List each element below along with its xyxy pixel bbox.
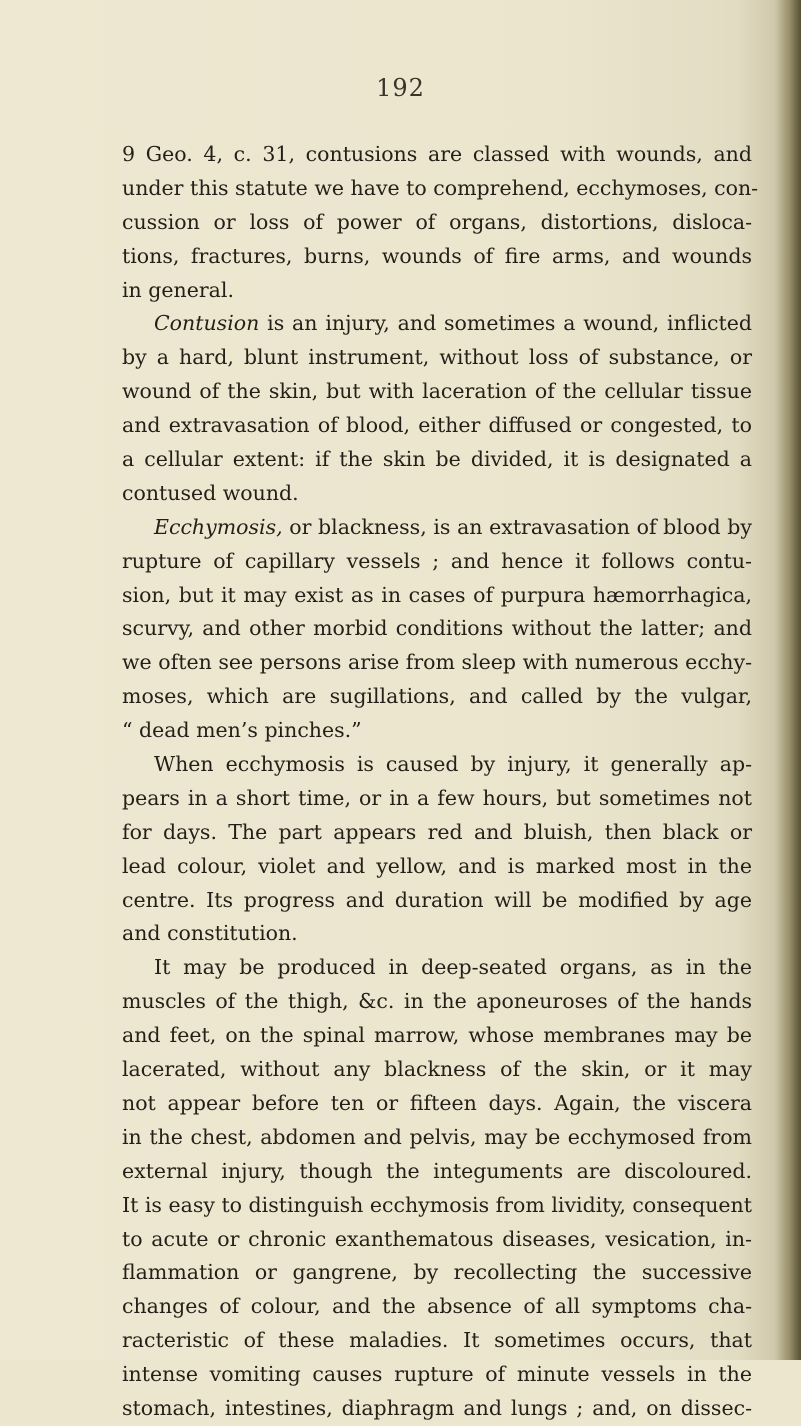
line-text: sion, but it may exist as in cases of purpura hæmorrhagica, bbox=[122, 582, 752, 607]
line-text: flammation or gangrene, by recollecting the successive bbox=[122, 1260, 752, 1285]
line-text: and extravasation of blood, either diffused or congested, to bbox=[122, 413, 752, 438]
text-line bbox=[122, 985, 752, 1019]
text-line bbox=[122, 240, 752, 274]
line-text: rupture of capillary vessels ; and hence it follows contu- bbox=[122, 548, 752, 573]
text-line bbox=[122, 816, 752, 850]
text-line bbox=[122, 409, 752, 443]
text-line bbox=[122, 1087, 752, 1121]
line-text: When ecchymosis is caused by injury, it generally ap- bbox=[154, 752, 752, 777]
line-text: racteristic of these maladies. It sometimes occurs, that bbox=[122, 1328, 752, 1353]
text-line bbox=[122, 545, 752, 579]
text-line bbox=[122, 917, 752, 951]
line-text: changes of colour, and the absence of all symptoms cha- bbox=[122, 1294, 752, 1319]
italic-term: Ecchymosis, bbox=[154, 514, 283, 539]
line-text: centre. Its progress and duration will be modified by age bbox=[122, 887, 752, 912]
text-line bbox=[122, 680, 752, 714]
line-text: is an injury, and sometimes a wound, inflicted bbox=[259, 311, 752, 336]
line-text: and feet, on the spinal marrow, whose membranes may be bbox=[122, 1023, 752, 1048]
line-text: by a hard, blunt instrument, without loss of substance, or bbox=[122, 345, 752, 370]
line-text: intense vomiting causes rupture of minute vessels in the bbox=[122, 1362, 752, 1387]
text-line bbox=[122, 1053, 752, 1087]
page-edge-shadow bbox=[775, 0, 801, 1360]
line-text: in the chest, abdomen and pelvis, may be ecchymosed from bbox=[122, 1124, 752, 1149]
line-text: pears in a short time, or in a few hours, but sometimes not bbox=[122, 785, 752, 810]
text-line bbox=[122, 1121, 752, 1155]
text-line bbox=[122, 884, 752, 918]
text-line bbox=[122, 1290, 752, 1324]
line-text: 9 Geo. 4, c. 31, contusions are classed with wounds, and bbox=[122, 142, 752, 166]
text-line bbox=[122, 341, 752, 375]
text-line bbox=[122, 1189, 752, 1223]
text-line bbox=[122, 206, 752, 240]
text-line bbox=[122, 1256, 752, 1290]
line-text: moses, which are sugillations, and called by the vulgar, bbox=[122, 684, 752, 709]
text-line bbox=[122, 951, 752, 985]
text-line bbox=[122, 274, 752, 308]
text-line bbox=[122, 375, 752, 409]
line-text: a cellular extent: if the skin be divided, it is designated a bbox=[122, 447, 752, 472]
text-line bbox=[122, 579, 752, 613]
line-text: cussion or loss of power of organs, distortions, disloca- bbox=[122, 209, 752, 234]
text-line bbox=[122, 1155, 752, 1189]
line-text: not appear before ten or fifteen days. Again, the viscera bbox=[122, 1090, 752, 1115]
text-line bbox=[122, 1324, 752, 1358]
line-text: to acute or chronic exanthematous diseases, vesication, in- bbox=[122, 1226, 752, 1251]
line-text: wound of the skin, but with laceration of the cellular tissue bbox=[122, 379, 752, 404]
line-text: stomach, intestines, diaphragm and lungs ; and, on dissec- bbox=[122, 1395, 752, 1420]
body-text bbox=[122, 138, 759, 1426]
line-text: It may be produced in deep-seated organs, as in the bbox=[154, 955, 752, 980]
line-text: scurvy, and other morbid conditions without the latter; and bbox=[122, 616, 752, 641]
text-line bbox=[122, 612, 752, 646]
line-text: we often see persons arise from sleep with numerous ecchy- bbox=[122, 650, 752, 675]
line-text: contused wound. bbox=[122, 480, 299, 505]
text-line bbox=[122, 646, 752, 680]
text-line bbox=[122, 511, 752, 545]
text-line bbox=[122, 1223, 752, 1257]
text-line bbox=[122, 172, 759, 206]
text-line bbox=[122, 1019, 752, 1053]
line-text: external injury, though the integuments are discoloured. bbox=[122, 1158, 752, 1183]
line-text: It is easy to distinguish ecchymosis from lividity, consequent bbox=[122, 1192, 752, 1217]
text-line bbox=[122, 307, 752, 341]
line-text: muscles of the thigh, &c. in the aponeuroses of the hands bbox=[122, 989, 752, 1014]
line-text: lead colour, violet and yellow, and is marked most in the bbox=[122, 853, 752, 878]
text-line bbox=[122, 782, 752, 816]
line-text: or blackness, is an extravasation of blood by bbox=[282, 514, 752, 539]
line-text: under this statute we have to comprehend, ecchymoses, con- bbox=[122, 175, 759, 200]
line-text: for days. The part appears red and bluish, then black or bbox=[122, 819, 752, 844]
text-line bbox=[122, 138, 752, 172]
line-text: in general. bbox=[122, 277, 234, 302]
line-text: “ dead men’s pinches.” bbox=[122, 718, 362, 743]
line-text: tions, fractures, burns, wounds of fire arms, and wounds bbox=[122, 243, 752, 268]
line-text: and constitution. bbox=[122, 921, 298, 946]
text-line bbox=[122, 714, 752, 748]
line-text: lacerated, without any blackness of the skin, or it may bbox=[122, 1057, 752, 1082]
text-line bbox=[122, 748, 752, 782]
italic-term: Contusion bbox=[154, 311, 260, 336]
text-line bbox=[122, 477, 752, 511]
page-number: 192 bbox=[376, 74, 425, 102]
text-line bbox=[122, 443, 752, 477]
text-line bbox=[122, 1392, 752, 1426]
text-line bbox=[122, 850, 752, 884]
text-line bbox=[122, 1358, 752, 1392]
